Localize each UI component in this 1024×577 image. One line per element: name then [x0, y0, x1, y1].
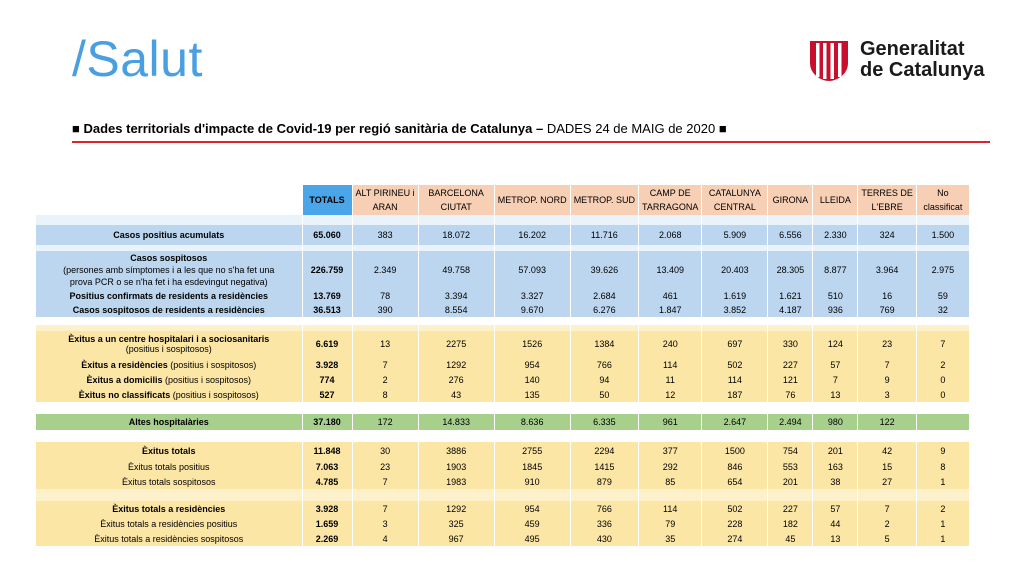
table-cell: 390 — [352, 303, 418, 317]
table-cell: 766 — [570, 357, 638, 372]
table-cell: 325 — [418, 516, 494, 531]
table-cell: 430 — [570, 531, 638, 546]
table-cell: 330 — [768, 331, 813, 357]
table-row-exitus-domicilis — [36, 372, 969, 387]
table-cell: 8.636 — [494, 414, 570, 430]
table-cell: 6.556 — [768, 225, 813, 245]
col-barcelona: BARCELONA CIUTAT — [418, 185, 494, 215]
table-cell: 936 — [813, 303, 858, 317]
table-cell: 495 — [494, 531, 570, 546]
table-cell: 654 — [702, 474, 768, 489]
table-row-exitus-totals — [36, 442, 969, 459]
table-cell: 57.093 — [494, 251, 570, 289]
table-cell: 122 — [858, 414, 917, 430]
table-cell: 3 — [352, 516, 418, 531]
table-cell: 2 — [858, 516, 917, 531]
table-cell: 6.276 — [570, 303, 638, 317]
table-cell: 8 — [352, 387, 418, 402]
table-cell: 766 — [570, 501, 638, 516]
table-cell: 59 — [916, 289, 969, 303]
table-cell: 2.068 — [639, 225, 702, 245]
table-cell: 50 — [570, 387, 638, 402]
table-cell: 2275 — [418, 331, 494, 357]
table-cell: 30 — [352, 442, 418, 459]
table-cell: 13 — [813, 387, 858, 402]
table-cell: 57 — [813, 501, 858, 516]
table-cell: 7 — [916, 331, 969, 357]
table-cell: 85 — [639, 474, 702, 489]
table-cell: 28.305 — [768, 251, 813, 289]
table-row-casos-positius — [36, 225, 969, 245]
table-row-exitus-tot-res-pos — [36, 516, 969, 531]
table-cell: 3886 — [418, 442, 494, 459]
col-camp-tarragona: CAMP DE TARRAGONA — [639, 185, 702, 215]
row-label: Èxitus a domicilis (positius i sospitosos) — [36, 372, 302, 387]
table-row-casos-sospitosos — [36, 251, 969, 289]
table-cell: 2.269 — [302, 531, 352, 546]
table-cell: 954 — [494, 357, 570, 372]
table-cell: 3.852 — [702, 303, 768, 317]
separator-row — [36, 402, 969, 414]
table-cell: 1415 — [570, 459, 638, 474]
table-cell: 11 — [639, 372, 702, 387]
row-label: Casos sospitosos de residents a residències — [36, 303, 302, 317]
table-cell: 3.964 — [858, 251, 917, 289]
table-cell: 7 — [858, 357, 917, 372]
table-cell: 14.833 — [418, 414, 494, 430]
table-row-exitus-totals-sospitosos — [36, 474, 969, 489]
row-label: Èxitus totals a residències — [36, 501, 302, 516]
col-no-classificat: No classificat — [916, 185, 969, 215]
table-cell: 1292 — [418, 501, 494, 516]
table-cell: 1 — [916, 474, 969, 489]
table-cell: 2.975 — [916, 251, 969, 289]
table-cell: 32 — [916, 303, 969, 317]
table-cell: 1 — [916, 516, 969, 531]
table-cell: 3.928 — [302, 501, 352, 516]
table-row-exitus-tot-res-sos — [36, 531, 969, 546]
table-cell: 879 — [570, 474, 638, 489]
table-cell: 227 — [768, 357, 813, 372]
table-cell: 65.060 — [302, 225, 352, 245]
table-cell: 13 — [352, 331, 418, 357]
table-cell: 9 — [858, 372, 917, 387]
table-cell: 2.349 — [352, 251, 418, 289]
row-label: Altes hospitalàries — [36, 414, 302, 430]
table-cell: 78 — [352, 289, 418, 303]
table-cell: 274 — [702, 531, 768, 546]
table-cell: 4.187 — [768, 303, 813, 317]
table-cell: 16 — [858, 289, 917, 303]
covid-data-table — [36, 185, 970, 546]
generalitat-logo — [806, 37, 984, 83]
table-cell: 240 — [639, 331, 702, 357]
table-cell: 11.716 — [570, 225, 638, 245]
table-cell: 36.513 — [302, 303, 352, 317]
table-cell: 2.330 — [813, 225, 858, 245]
table-cell: 7 — [352, 357, 418, 372]
row-label: Èxitus totals a residències sospitosos — [36, 531, 302, 546]
page-title: ■ Dades territorials d'impacte de Covid-19 per regió sanitària de Catalunya – DADES 24 de MAIG de 2020 ■ — [72, 121, 727, 136]
salut-logo: /Salut — [72, 31, 203, 87]
col-girona: GIRONA — [768, 185, 813, 215]
table-cell: 140 — [494, 372, 570, 387]
table-cell: 7 — [813, 372, 858, 387]
table-cell: 769 — [858, 303, 917, 317]
table-cell: 276 — [418, 372, 494, 387]
table-cell: 228 — [702, 516, 768, 531]
table-cell: 292 — [639, 459, 702, 474]
table-cell: 7 — [352, 474, 418, 489]
header-row — [36, 185, 969, 215]
table-cell: 3.928 — [302, 357, 352, 372]
table-cell: 23 — [352, 459, 418, 474]
table-cell: 6.335 — [570, 414, 638, 430]
table-cell: 4 — [352, 531, 418, 546]
table-cell: 2755 — [494, 442, 570, 459]
generalitat-wordmark: Generalitat de Catalunya — [860, 38, 985, 81]
table-cell: 201 — [813, 442, 858, 459]
table-cell: 754 — [768, 442, 813, 459]
table-cell: 114 — [639, 501, 702, 516]
row-label: Èxitus a un centre hospitalari i a sociosanitaris (positius i sospitosos) — [36, 331, 302, 357]
table-cell: 11.848 — [302, 442, 352, 459]
table-cell: 3.327 — [494, 289, 570, 303]
table-cell: 2.647 — [702, 414, 768, 430]
row-label: Casos positius acumulats — [36, 225, 302, 245]
table-row-exitus-totals-positius — [36, 459, 969, 474]
table-cell: 5 — [858, 531, 917, 546]
table-cell: 201 — [768, 474, 813, 489]
title-underline — [72, 141, 990, 143]
table-cell: 961 — [639, 414, 702, 430]
table-cell: 42 — [858, 442, 917, 459]
separator-row — [36, 489, 969, 501]
col-totals: TOTALS — [302, 185, 352, 215]
table-cell: 377 — [639, 442, 702, 459]
table-cell: 114 — [639, 357, 702, 372]
table-cell: 79 — [639, 516, 702, 531]
header-blank — [36, 185, 302, 215]
table-cell: 7 — [858, 501, 917, 516]
table-cell: 3 — [858, 387, 917, 402]
table-cell: 5.909 — [702, 225, 768, 245]
table-cell: 182 — [768, 516, 813, 531]
table-cell: 12 — [639, 387, 702, 402]
table-cell: 23 — [858, 331, 917, 357]
table-row-exitus-no-class — [36, 387, 969, 402]
table-cell: 172 — [352, 414, 418, 430]
table-row-altes — [36, 414, 969, 430]
table-cell: 980 — [813, 414, 858, 430]
row-label: Casos sospitosos (persones amb símptomes i a les que no s'ha fet una prova PCR o se n'ha fet i ha esdevingut negativa) — [36, 251, 302, 289]
table-cell: 846 — [702, 459, 768, 474]
table-cell: 1500 — [702, 442, 768, 459]
table-cell: 1983 — [418, 474, 494, 489]
table-cell: 461 — [639, 289, 702, 303]
table-cell: 35 — [639, 531, 702, 546]
table-cell: 510 — [813, 289, 858, 303]
table-cell: 135 — [494, 387, 570, 402]
separator-row — [36, 317, 969, 325]
table-cell: 44 — [813, 516, 858, 531]
table-row-positius-residencies — [36, 289, 969, 303]
table-cell: 39.626 — [570, 251, 638, 289]
table-cell: 2294 — [570, 442, 638, 459]
table-cell: 121 — [768, 372, 813, 387]
row-label: Èxitus totals sospitosos — [36, 474, 302, 489]
table-cell: 2.494 — [768, 414, 813, 430]
table-cell: 43 — [418, 387, 494, 402]
table-cell: 1 — [916, 531, 969, 546]
row-label: Èxitus totals positius — [36, 459, 302, 474]
table-cell: 18.072 — [418, 225, 494, 245]
table-cell: 697 — [702, 331, 768, 357]
table-cell: 27 — [858, 474, 917, 489]
table-cell: 2 — [916, 357, 969, 372]
table-cell: 226.759 — [302, 251, 352, 289]
table-cell: 8 — [916, 459, 969, 474]
row-label: Èxitus totals — [36, 442, 302, 459]
table-cell: 124 — [813, 331, 858, 357]
table-cell: 227 — [768, 501, 813, 516]
table-cell: 15 — [858, 459, 917, 474]
col-lleida: LLEIDA — [813, 185, 858, 215]
table-cell: 1845 — [494, 459, 570, 474]
table-cell: 1.621 — [768, 289, 813, 303]
table-cell: 1.500 — [916, 225, 969, 245]
table-cell: 8.554 — [418, 303, 494, 317]
row-label: Èxitus no classificats (positius i sospitosos) — [36, 387, 302, 402]
table-cell: 502 — [702, 357, 768, 372]
col-metrop-sud: METROP. SUD — [570, 185, 638, 215]
table-cell: 1.619 — [702, 289, 768, 303]
separator-row — [36, 430, 969, 442]
table-cell: 553 — [768, 459, 813, 474]
table-cell: 0 — [916, 372, 969, 387]
col-terres-ebre: TERRES DE L'EBRE — [858, 185, 917, 215]
table-cell: 38 — [813, 474, 858, 489]
table-cell: 4.785 — [302, 474, 352, 489]
table-cell: 9.670 — [494, 303, 570, 317]
row-label: Èxitus a residències (positius i sospitosos) — [36, 357, 302, 372]
row-label: Positius confirmats de residents a residències — [36, 289, 302, 303]
table-cell: 1526 — [494, 331, 570, 357]
table-cell: 57 — [813, 357, 858, 372]
table-row-exitus-residencies — [36, 357, 969, 372]
table-cell: 37.180 — [302, 414, 352, 430]
table-cell: 336 — [570, 516, 638, 531]
table-cell — [916, 414, 969, 430]
table-cell: 20.403 — [702, 251, 768, 289]
table-cell: 2 — [916, 501, 969, 516]
separator-row — [36, 215, 969, 225]
row-label: Èxitus totals a residències positius — [36, 516, 302, 531]
table-cell: 1903 — [418, 459, 494, 474]
table-cell: 13.769 — [302, 289, 352, 303]
table-cell: 910 — [494, 474, 570, 489]
table-cell: 324 — [858, 225, 917, 245]
table-cell: 7 — [352, 501, 418, 516]
table-cell: 1.659 — [302, 516, 352, 531]
table-cell: 527 — [302, 387, 352, 402]
table-row-sospitosos-residencies — [36, 303, 969, 317]
table-cell: 187 — [702, 387, 768, 402]
table-cell: 459 — [494, 516, 570, 531]
table-cell: 8.877 — [813, 251, 858, 289]
table-cell: 2 — [352, 372, 418, 387]
table-cell: 13 — [813, 531, 858, 546]
table-cell: 774 — [302, 372, 352, 387]
table-row-exitus-hospital — [36, 331, 969, 357]
table-cell: 1292 — [418, 357, 494, 372]
table-cell: 0 — [916, 387, 969, 402]
table-cell: 94 — [570, 372, 638, 387]
table-cell: 1384 — [570, 331, 638, 357]
table-cell: 76 — [768, 387, 813, 402]
table-cell: 114 — [702, 372, 768, 387]
generalitat-emblem-icon — [806, 37, 852, 83]
table-cell: 9 — [916, 442, 969, 459]
table-row-exitus-tot-res — [36, 501, 969, 516]
table-cell: 954 — [494, 501, 570, 516]
table-cell: 49.758 — [418, 251, 494, 289]
table-cell: 6.619 — [302, 331, 352, 357]
col-alt-pirineu: ALT PIRINEU i ARAN — [352, 185, 418, 215]
table-cell: 502 — [702, 501, 768, 516]
table-cell: 163 — [813, 459, 858, 474]
table-cell: 16.202 — [494, 225, 570, 245]
table-cell: 13.409 — [639, 251, 702, 289]
table-cell: 967 — [418, 531, 494, 546]
col-catalunya-central: CATALUNYA CENTRAL — [702, 185, 768, 215]
table-cell: 1.847 — [639, 303, 702, 317]
table-cell: 3.394 — [418, 289, 494, 303]
table-cell: 45 — [768, 531, 813, 546]
table-cell: 383 — [352, 225, 418, 245]
table-cell: 2.684 — [570, 289, 638, 303]
col-metrop-nord: METROP. NORD — [494, 185, 570, 215]
table-cell: 7.063 — [302, 459, 352, 474]
